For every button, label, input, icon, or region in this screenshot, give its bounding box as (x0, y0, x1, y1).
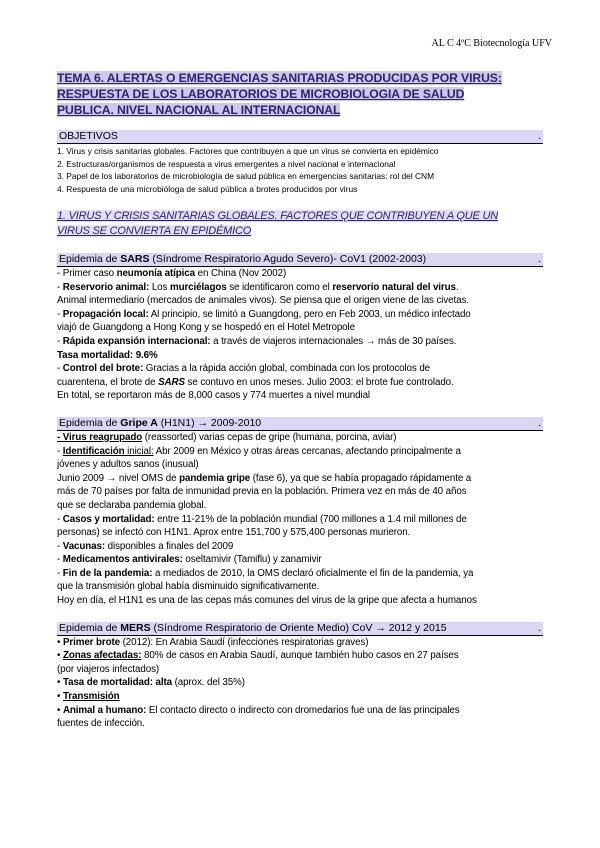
list-item: 4. Respuesta de una microbióloga de salud pública a brotes producidos por virus (57, 183, 358, 194)
text-line (57, 513, 543, 527)
text-span: (por viajeros infectados) (57, 663, 160, 675)
text-line (57, 553, 543, 567)
text-span: Tasa de mortalidad: alta (62, 677, 172, 689)
text-span: . (538, 621, 541, 634)
text-span: que la transmisión global había disminuido significativamente. (57, 581, 320, 593)
text-line (57, 308, 543, 322)
mers-body (57, 636, 543, 731)
list-item: 1. Virus y crisis sanitarias globales. Factores que contribuyen a que un virus se convierta en epidémico (57, 146, 439, 156)
text-span: - (57, 308, 63, 320)
text-span: reservorio natural del virus (332, 281, 456, 293)
text-span: (reassorted) varias cepas de gripe (humana, porcina, aviar) (142, 431, 397, 443)
text-span: . (538, 253, 541, 265)
gripe-heading (57, 417, 543, 431)
text-span: se contuvo en unos meses. Julio 2003: el brote fue controlado. (184, 376, 454, 388)
text-line (57, 649, 543, 663)
text-span: Transmisión (62, 691, 120, 703)
text-span: Zonas afectadas: (62, 650, 142, 662)
document-title (57, 70, 543, 118)
text-span: fuentes de infección. (57, 718, 145, 730)
objetivos-heading (57, 130, 543, 144)
text-span: - (57, 567, 63, 579)
text-span: murciélagos (169, 281, 227, 293)
text-span: disponibles a finales del 2009 (105, 540, 234, 552)
text-span: Animal a humano: (62, 704, 147, 716)
title-line: RESPUESTA DE LOS LABORATORIOS DE MICROBIOLOGIA DE SALUD (57, 87, 465, 101)
text-span: 80% de casos en Arabia Saudí, aunque también hubo casos en 27 países (141, 650, 459, 662)
text-span: - (57, 540, 63, 552)
text-span: cuarentena, el brote de (57, 376, 159, 388)
text-line (57, 567, 543, 581)
text-line (57, 704, 543, 718)
text-span: más de 70 países por falta de inmunidad previa en la población. Primera vez en más de 40 años (57, 486, 467, 498)
text-span: MERS (120, 621, 151, 634)
text-span: - (57, 363, 63, 375)
text-span: - (57, 513, 63, 525)
text-span: (Síndrome Respiratorio Agudo Severo)- CoV1 (2002-2003) (149, 253, 427, 265)
text-span: Epidemia de (59, 253, 121, 265)
text-line (57, 335, 543, 349)
text-span: se identificaron como el (226, 281, 333, 293)
text-span: Vacunas: (62, 540, 106, 552)
text-span: Animal intermediario (mercados de animales vivos). Se piensa que el origen viene de las civetas. (57, 295, 469, 307)
text-line (57, 362, 543, 376)
text-span: 9.6% (133, 349, 158, 361)
text-span: . (538, 416, 541, 429)
text-span: Epidemia de (59, 416, 121, 429)
text-line (57, 472, 543, 486)
text-span: Rápida expansión internacional: (62, 335, 211, 347)
text-line (57, 636, 543, 650)
text-span: oseltamivir (Tamiflu) y zanamivir (182, 554, 322, 566)
text-span: SARS (158, 376, 185, 388)
text-span: entre 11-21% de la población mundial (700 millones a 1.4 mil millones de (154, 513, 467, 525)
text-span: OBJETIVOS (59, 130, 118, 142)
text-span: - (57, 281, 63, 293)
text-span: El contacto directo o indirecto con dromedarios fue una de las principales (146, 704, 460, 716)
text-span: En total, se reportaron más de 8,000 casos y 774 muertes a nivel mundial (57, 390, 371, 402)
text-span: personas) se infectó con H1N1. Aprox entre 151,700 y 575,400 personas murieron. (57, 527, 411, 539)
text-line (57, 431, 543, 445)
text-line (57, 445, 543, 459)
text-span: • (57, 704, 63, 716)
text-span: inicial: (124, 445, 154, 457)
text-span: Abr 2009 en México y otras áreas cercanas, afectando principalmente a (153, 445, 461, 457)
objetivos-list (57, 145, 543, 195)
text-span: Tasa mortalidad: (57, 349, 134, 361)
text-span: • (57, 677, 63, 689)
text-span: (aprox. del 35%) (171, 677, 245, 689)
title-line: TEMA 6. ALERTAS O EMERGENCIAS SANITARIAS PRODUCIDAS POR VIRUS: (57, 71, 502, 85)
text-span: en China (Nov 2002) (195, 268, 287, 279)
text-span: viajó de Guangdong a Hong Kong y se hospedó en el Hotel Metropole (57, 322, 355, 334)
gripe-body (57, 431, 543, 608)
text-line (57, 690, 543, 704)
title-line: PUBLICA. NIVEL NACIONAL AL INTERNACIONAL (57, 103, 341, 117)
text-span: • (57, 636, 63, 648)
text-span: (fase 6), ya que se había propagado rápidamente a (250, 472, 472, 484)
text-span: - (57, 445, 63, 457)
text-span: Epidemia de (59, 621, 121, 634)
sars-heading (57, 253, 543, 267)
text-span: (2012): En Arabia Saudí (infecciones respiratorias graves) (120, 636, 369, 648)
text-span: a través de viajeros internacionales → más de 30 países. (210, 335, 457, 347)
text-span: (Síndrome Respiratorio de Oriente Medio) CoV → 2012 y 2015 (150, 621, 447, 634)
mers-heading (57, 622, 543, 636)
text-span: . (455, 281, 459, 293)
text-span: que se declaraba pandemia global. (57, 499, 207, 511)
document-page (57, 70, 543, 731)
text-line (57, 540, 543, 554)
text-line (57, 281, 543, 295)
text-span: pandemia gripe (179, 472, 251, 484)
text-span: SARS (120, 253, 150, 265)
text-span: Identificación (62, 445, 125, 457)
text-span: neumonía atípica (116, 268, 196, 279)
list-item: 2. Estructuras/organismos de respuesta a virus emergentes a nivel nacional e internacional (57, 158, 396, 169)
text-span: Hoy en día, el H1N1 es una de las cepas más comunes del virus de la gripe que afecta a humanos (57, 595, 477, 607)
text-span: - Primer caso (57, 268, 117, 279)
text-span: Junio 2009 → nivel OMS de (57, 472, 180, 484)
text-span: Los (149, 281, 170, 293)
text-span: . (538, 130, 541, 142)
text-span: Gracias a la rápida acción global, combinada con los protocolos de (143, 363, 431, 375)
text-span: Primer brote (62, 636, 121, 648)
text-span: • (57, 691, 63, 703)
text-span: - Virus reagrupado (57, 431, 143, 443)
text-span: VIRUS SE CONVIERTA EN EPIDÉMICO (57, 225, 252, 237)
page-header: AL C 4ºC Biotecnología UFV (431, 38, 552, 49)
text-span: 1. VIRUS Y CRISIS SANITARIAS GLOBALES. FACTORES QUE CONTRIBUYEN A QUE UN (57, 210, 498, 222)
text-span: Fin de la pandemia: (62, 567, 153, 579)
text-line (57, 267, 543, 281)
text-span: - (57, 554, 63, 566)
text-line (57, 376, 543, 390)
text-span: • (57, 650, 63, 662)
text-span: Medicamentos antivirales: (62, 554, 183, 566)
text-span: - (57, 335, 63, 347)
text-span: (H1N1) → 2009-2010 (157, 416, 262, 429)
text-span: Control del brote: (62, 363, 144, 375)
text-span: jóvenes y adultos sanos (inusual) (57, 459, 199, 471)
text-span: Gripe A (120, 416, 158, 429)
text-line (57, 676, 543, 690)
text-span: Propagación local: (62, 308, 149, 320)
list-item: 3. Papel de los laboratorios de microbiología de salud pública en emergencias sanitarias: rol del CNM (57, 171, 435, 181)
section-heading (57, 209, 543, 239)
sars-body (57, 267, 543, 403)
text-span: a mediados de 2010, la OMS declaró oficialmente el fin de la pandemia, ya (152, 567, 474, 579)
text-span: Casos y mortalidad: (62, 513, 155, 525)
text-line (57, 349, 543, 363)
text-span: Al principio, se limitó a Guangdong, pero en Feb 2003, un médico infectado (148, 308, 471, 320)
text-span: Reservorio animal: (62, 281, 150, 293)
